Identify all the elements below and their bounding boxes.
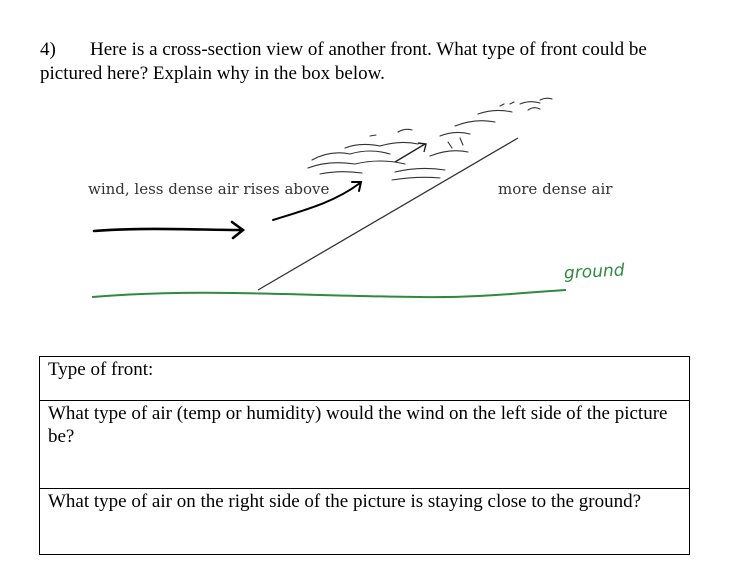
question-text — [40, 38, 700, 86]
answer-row — [40, 401, 690, 489]
left-air-label: wind, less dense air rises above — [88, 180, 330, 198]
question-line2: pictured here? Explain why in the box below. — [40, 63, 385, 84]
question-line1: Here is a cross-section view of another front. What type of front could be — [90, 39, 647, 60]
answer-table — [39, 356, 690, 555]
ground-label: ground — [563, 260, 626, 284]
answer-row — [40, 357, 690, 401]
ground-line — [92, 290, 566, 297]
wind-arrow — [94, 222, 243, 238]
right-air-label: more dense air — [498, 180, 613, 198]
answer-cell-right-air[interactable]: What type of air on the right side of the picture is staying close to the ground? — [40, 489, 690, 555]
cloud-rising-arrow — [395, 143, 426, 162]
answer-cell-front-type[interactable]: Type of front: — [40, 357, 690, 401]
question-number: 4) — [40, 39, 56, 60]
answer-row — [40, 489, 690, 555]
front-cross-section-diagram — [0, 90, 738, 320]
diagram-drawing — [0, 90, 738, 320]
answer-cell-left-air[interactable]: What type of air (temp or humidity) would the wind on the left side of the picture be? — [40, 401, 690, 489]
